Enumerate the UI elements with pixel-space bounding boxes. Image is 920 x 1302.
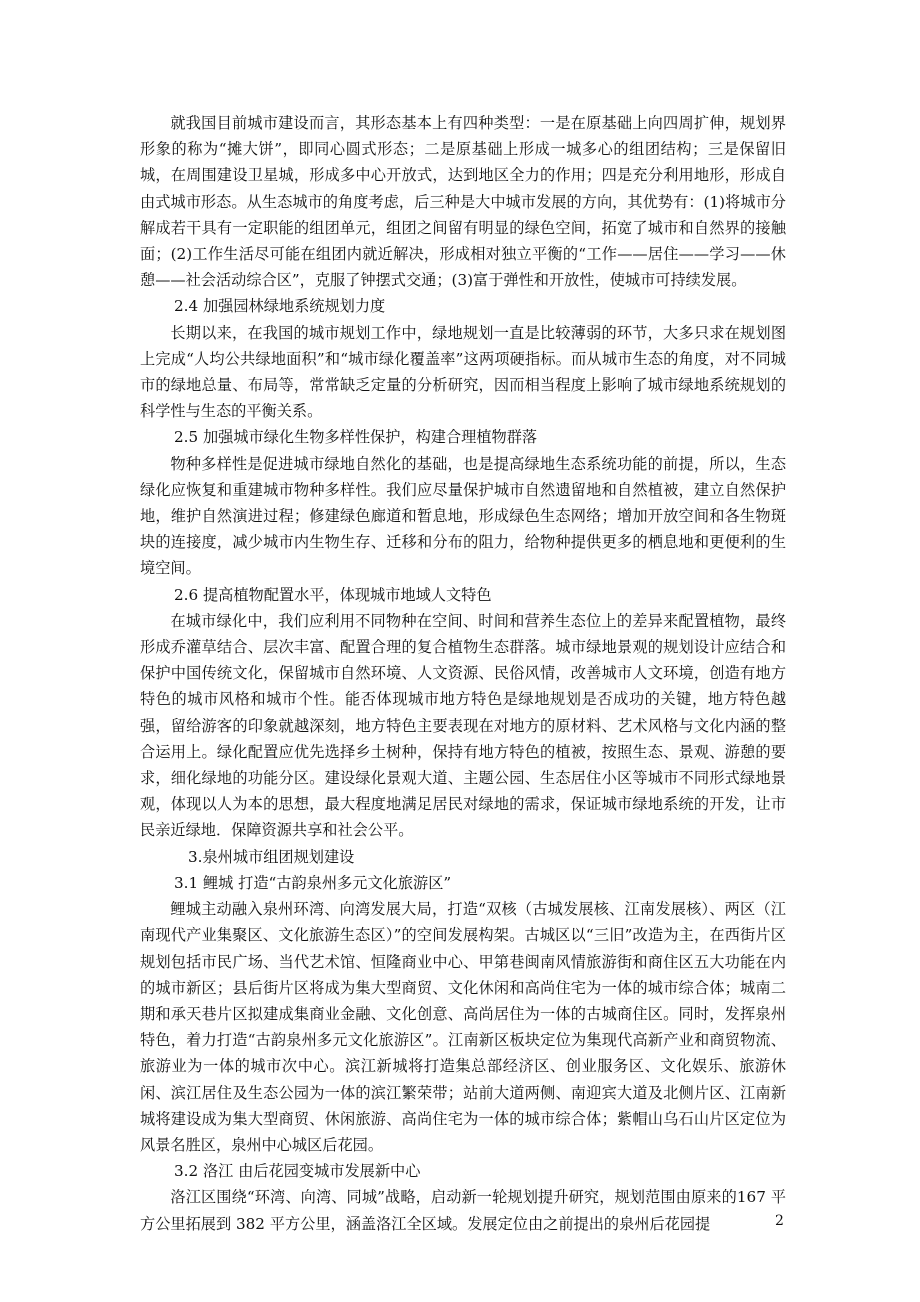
body-text [140,110,786,1237]
section-heading-3-1: 3.1 鲤城 打造“古韵泉州多元文化旅游区” [174,873,452,892]
paragraph-plant-configuration: 在城市绿化中，我们应利用不同物种在空间、时间和营养生态位上的差异来配置植物，最终形成乔灌草结合、层次丰富、配置合理的复合植物生态群落。城市绿地景观的规划设计应结合和保护中国传统文化，保留城市自然环境、人文资源、民俗风情，改善城市人文环境，创造有地方特色的城市风格和城市个性。能否体现城市地方特色是绿地规划是否成功的关键，地方特色越强，留给游客的印象就越深刻，地方特色主要表现在对地方的原材料、艺术风格与文化内涵的整合运用上。绿化配置应优先选择乡土树种，保持有地方特色的植被，按照生态、景观、游憩的要求，细化绿地的功能分区。建设绿化景观大道、主题公园、生态居住小区等城市不同形式绿地景观，体现以人为本的思想，最大程度地满足居民对绿地的需求，保证城市绿地系统的开发，让市民亲近绿地．保障资源共享和社会公平。 [140,611,786,840]
paragraph-city-forms: 就我国目前城市建设而言，其形态基本上有四种类型：一是在原基础上向四周扩伸，规划界形象的称为“摊大饼”，即同心圆式形态；二是原基础上形成一城多心的组团结构；三是保留旧城，在周围建设卫星城，形成多中心开放式，达到地区全力的作用；四是充分利用地形，形成自由式城市形态。从生态城市的角度考虑，后三种是大中城市发展的方向，其优势有：(1)将城市分解成若干具有一定职能的组团单元，组团之间留有明显的绿色空间，拓宽了城市和自然界的接触面；(2)工作生活尽可能在组团内就近解决，形成相对独立平衡的“工作——居住——学习——休憩——社会活动综合区”，克服了钟摆式交通；(3)富于弹性和开放性，使城市可持续发展。 [140,114,786,290]
section-heading-3-2: 3.2 洛江 由后花园变城市发展新中心 [174,1162,421,1181]
section-heading-2-6: 2.6 提高植物配置水平，体现城市地域人文特色 [174,585,492,604]
section-heading-2-5: 2.5 加强城市绿化生物多样性保护，构建合理植物群落 [174,428,538,447]
page-number: 2 [775,1213,784,1229]
paragraph-licheng: 鲤城主动融入泉州环湾、向湾发展大局，打造“双核（古城发展核、江南发展核）、两区（江南现代产业集聚区、文化旅游生态区）”的空间发展构架。古城区以“三旧”改造为主，在西街片区规划包括市民广场、当代艺术馆、恒隆商业中心、甲第巷闽南风情旅游街和商住区五大功能在内的城市新区；县后街片区将成为集大型商贸、文化休闲和高尚住宅为一体的城市综合体；城南二期和承天巷片区拟建成集商业金融、文化创意、高尚居住为一体的古城商住区。同时，发挥泉州特色，着力打造“古韵泉州多元文化旅游区”。江南新区板块定位为集现代高新产业和商贸物流、旅游业为一体的城市次中心。滨江新城将打造集总部经济区、创业服务区、文化娱乐、旅游休闲、滨江居住及生态公园为一体的滨江繁荣带；站前大道两侧、南迎宾大道及北侧片区、江南新城将建设成为集大型商贸、休闲旅游、高尚住宅为一体的城市综合体；紫帽山乌石山片区定位为风景名胜区，泉州中心城区后花园。 [140,900,786,1154]
paragraph-biodiversity: 物种多样性是促进城市绿地自然化的基础，也是提高绿地生态系统功能的前提，所以，生态绿化应恢复和重建城市物种多样性。我们应尽量保护城市自然遗留地和自然植被，建立自然保护地，维护自然演进过程；修建绿色廊道和暂息地，形成绿色生态网络；增加开放空间和各生物斑块的连接度，减少城市内生物生存、迁移和分布的阻力，给物种提供更多的栖息地和更便利的生境空间。 [140,454,786,578]
section-heading-2-4: 2.4 加强园林绿地系统规划力度 [174,297,386,316]
paragraph-luojiang: 洛江区围绕“环湾、向湾、同城”战略，启动新一轮规划提升研究，规划范围由原来的167 平方公里拓展到 382 平方公里，涵盖洛江全区域。发展定位由之前提出的泉州后花园提 [140,1188,786,1233]
section-heading-3: 3.泉州城市组团规划建设 [188,847,355,866]
paragraph-green-planning: 长期以来，在我国的城市规划工作中，绿地规划一直是比较薄弱的环节，大多只求在规划图上完成“人均公共绿地面积”和“城市绿化覆盖率”这两项硬指标。而从城市生态的角度，对不同城市的绿地总量、布局等，常常缺乏定量的分析研究，因而相当程度上影响了城市绿地系统规划的科学性与生态的平衡关系。 [140,323,786,421]
